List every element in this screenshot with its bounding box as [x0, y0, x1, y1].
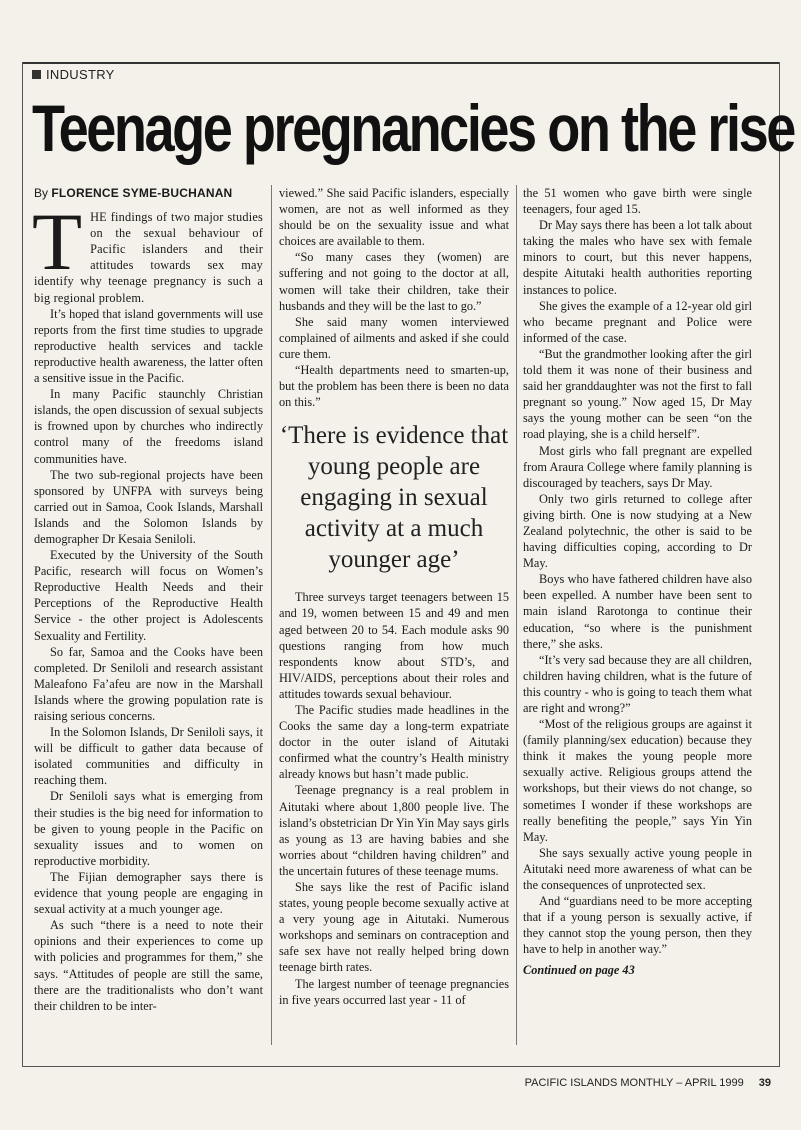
footer-publication: PACIFIC ISLANDS MONTHLY – APRIL 1999	[524, 1077, 744, 1089]
paragraph: She gives the example of a 12-year old girl who became pregnant and Police were informed of the case.	[523, 298, 752, 345]
page-number: 39	[758, 1077, 771, 1089]
paragraph: In the Solomon Islands, Dr Seniloli says, it will be difficult to gather data because of isolated communities and difficulty in reaching them.	[34, 725, 263, 788]
paragraph: And “guardians need to be more accepting that if a young person is sexually active, if they cannot stop the young person, then they have to help in another way.”	[523, 894, 752, 957]
paragraph: Only two girls returned to college after giving birth. One is now studying at a New Zealand polytechnic, the other is said to be having difficulties coping, according to Dr May.	[523, 491, 752, 571]
paragraph: The two sub-regional projects have been sponsored by UNFPA with surveys being carried out in Samoa, Cook Islands, Marshall Islands and the Solomon Islands by demographer Dr Kesaia Seniloli.	[34, 467, 263, 546]
column-divider-2	[516, 185, 517, 1045]
paragraph: the 51 women who gave birth were single teenagers, four aged 15.	[523, 186, 752, 217]
column-2	[279, 185, 509, 1008]
paragraph: The Pacific studies made headlines in the Cooks the same day a long-term expatriate doctor in the outer island of Aitutaki confirmed what the country’s Health ministry already knows but hasn’t made public.	[279, 702, 509, 782]
paragraph: “Most of the religious groups are against it (family planning/sex education) because they think it makes the young people more sexually active. Religious groups attend the workshops, but their views do not change, so sometimes I wonder if these workshops are really benefiting the people,” says Yin Yin May.	[523, 717, 752, 844]
paragraph: “But the grandmother looking after the girl told them it was none of their business and said her granddaughter was not the first to fall pregnant so young.” Now aged 15, Dr May says the young mother can be seen “on the road playing, she is a child herself”.	[523, 346, 752, 442]
paragraph: viewed.” She said Pacific islanders, especially women, are not as well informed as they should be on the sexuality issue and what choices are available to them.	[279, 186, 509, 249]
paragraph: So far, Samoa and the Cooks have been completed. Dr Seniloli and research assistant Maleafono Fa’afeu are now in the Marshall Islands where the growing population rate is raising serious concerns.	[34, 644, 263, 723]
byline-author: FLORENCE SYME-BUCHANAN	[51, 186, 233, 200]
column-1	[34, 185, 263, 1014]
headline: Teenage pregnancies on the rise	[32, 91, 794, 165]
paragraph: She said many women interviewed complained of ailments and asked if she could cure them.	[279, 314, 509, 361]
drop-cap: T	[32, 196, 83, 288]
paragraph: As such “there is a need to note their opinions and their experiences to come up with policies and programmes for them,” she says. “Attitudes of people are still the same, there are the traditionalists who don’t want their children to be inter-	[34, 918, 263, 1013]
paragraph: “It’s very sad because they are all children, children having children, what is the future of this country - who is going to teach them what are right and wrong?”	[523, 652, 752, 715]
paragraph: Dr May says there has been a lot talk about taking the males who have sex with female minors to court, but this never happens, despite Aitutaki health authorities reporting instances to police.	[523, 218, 752, 297]
paragraph: HE findings of two major studies on the sexual behaviour of Pacific islanders and their attitudes towards sex may identify why teenage pregnancy is such a big regional problem.	[34, 210, 263, 305]
paragraph: Dr Seniloli says what is emerging from their studies is the big need for information to be given to young people in the Pacific on sexuality issues and to women on reproductive morbidity.	[34, 789, 263, 868]
paragraph: Teenage pregnancy is a real problem in Aitutaki where about 1,800 people live. The island’s obstetrician Dr Yin Yin May says girls as young as 13 are having babies and she worries about “children having children” and the uncertain futures of these teenage mums.	[279, 783, 509, 878]
paragraph: In many Pacific staunchly Christian islands, the open discussion of sexual subjects is frowned upon by churches who indirectly control many of the freedoms island communities have.	[34, 387, 263, 466]
paragraph: She says like the rest of Pacific island states, young people become sexually active at a very young age in Aitutaki. Numerous workshops and seminars on contraception and safe sex have not really helped bring down teenage birth rates.	[279, 880, 509, 975]
byline-prefix: By	[34, 186, 49, 200]
paragraph: The largest number of teenage pregnancies in five years occurred last year - 11 of	[279, 976, 509, 1007]
section-square-icon	[32, 70, 41, 79]
paragraph: “So many cases they (women) are suffering and not going to the doctor at all, women will take their children, take their husbands and they will be the last to go.”	[279, 250, 509, 313]
continued-link[interactable]: Continued on page 43	[523, 962, 635, 977]
paragraph: The Fijian demographer says there is evidence that young people are engaging in sexual activity at a much younger age.	[34, 869, 263, 917]
paragraph: “Health departments need to smarten-up, but the problem has been there is been no data on this.”	[279, 363, 509, 410]
pull-quote: ‘There is evidence that young people are engaging in sexual activity at a much younger age’	[279, 422, 509, 574]
paragraph: Most girls who fall pregnant are expelled from Araura College where family planning is discouraged by teachers, says Dr May.	[523, 443, 752, 490]
column-3	[523, 185, 752, 978]
page-footer	[525, 1077, 771, 1089]
paragraph: Executed by the University of the South Pacific, research will focus on Women’s Reproductive Health Needs and their Perceptions of the Reproductive Health Service - the other project is Adolescents Sexuality and Fertility.	[34, 548, 263, 643]
section-label	[32, 67, 115, 82]
paragraph: It’s hoped that island governments will use reports from the first time studies to upgrade reproductive health services and tackle reproductive health awareness, the latter often a sensitive issue in the Pacific.	[34, 306, 263, 386]
paragraph: She says sexually active young people in Aitutaki need more awareness of what can be the consequences of unprotected sex.	[523, 845, 752, 893]
paragraph: Boys who have fathered children have also been expelled. A number have been sent to main island Rarotonga to continue their education, “so where is the punishment there,” she asks.	[523, 572, 752, 651]
lead-paragraph	[32, 196, 263, 306]
section-text: INDUSTRY	[46, 67, 115, 82]
paragraph: Three surveys target teenagers between 15 and 19, women between 15 and 49 and men aged between 20 to 54. Each module asks 90 questions ranging from how much respondents know about STD’s, and HIV/AIDS, perceptions about their roles and attitudes towards sexual behaviour.	[279, 590, 509, 701]
column-divider-1	[271, 185, 272, 1045]
